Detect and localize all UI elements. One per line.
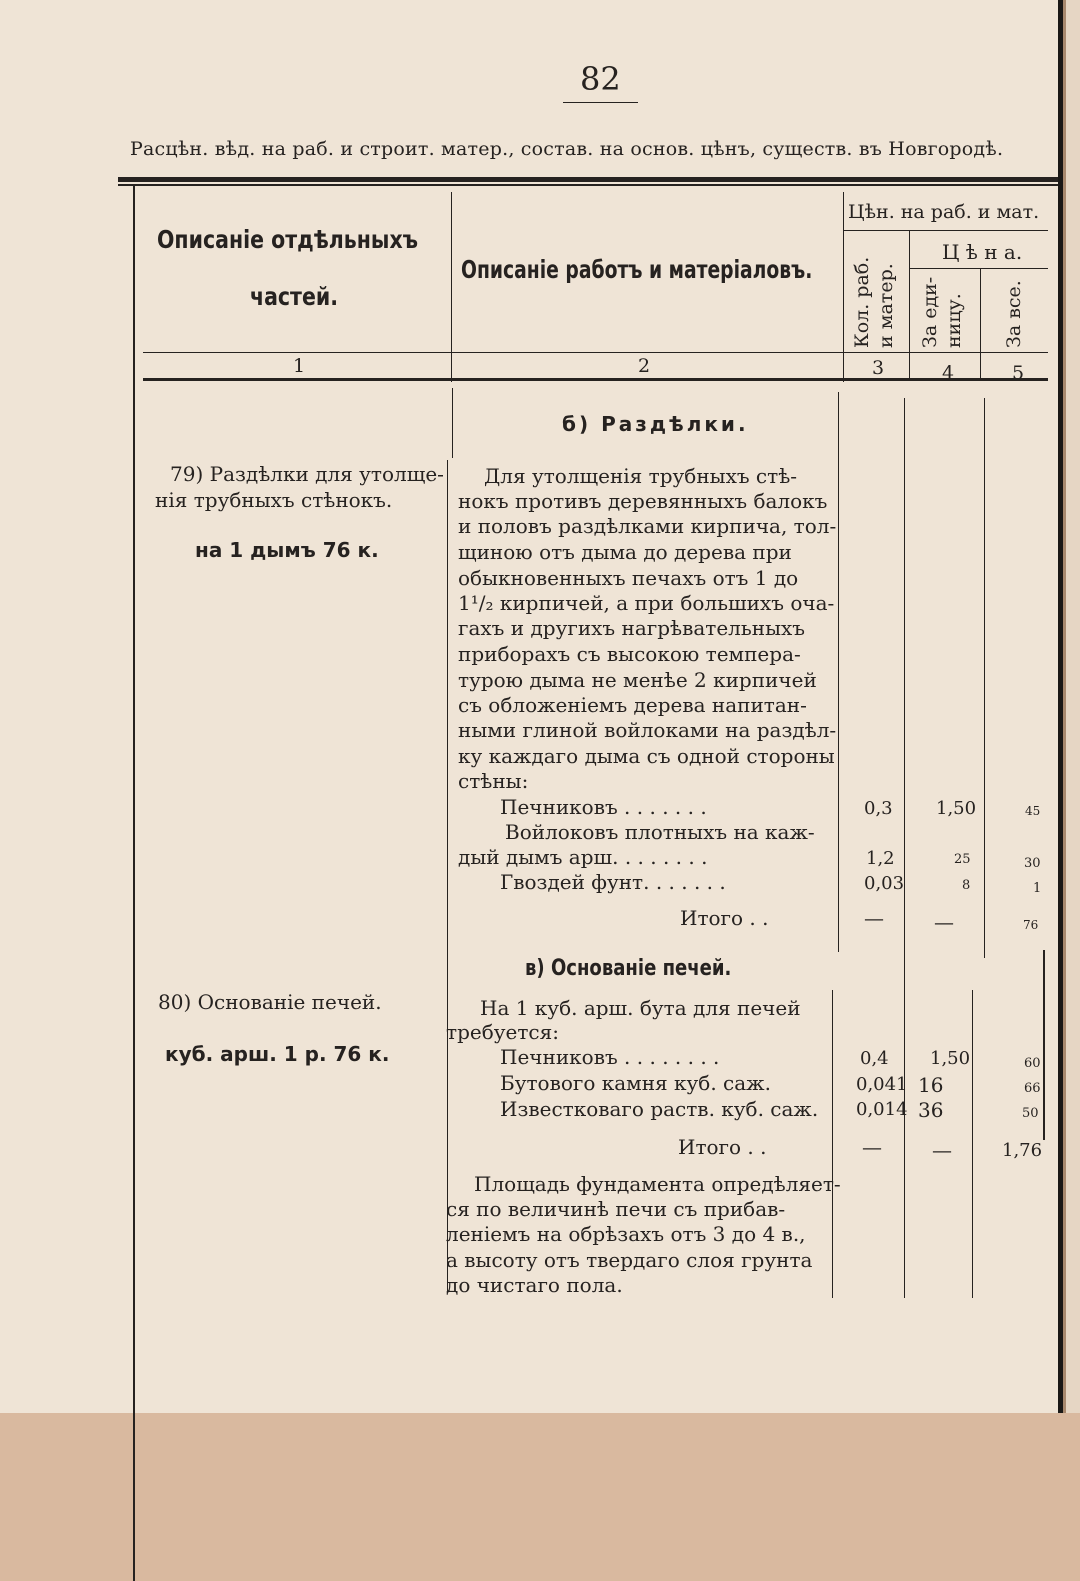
- item-80-intro-line2: требуется:: [446, 1020, 559, 1044]
- col-number-2: 2: [638, 355, 651, 377]
- item-80-intro-line1: На 1 куб. арш. бута для печей: [480, 996, 801, 1020]
- book-binding-edge: [1058, 0, 1080, 1413]
- col4-header: За еди- ницу.: [919, 276, 965, 348]
- col-number-5: 5: [1012, 362, 1025, 384]
- book-page: 82 Расцѣн. вѣд. на раб. и строит. матер., состав. на основ. цѣнъ, существ. въ Новгородѣ. Описаніе отдѣльныхъ частей. Описаніе работъ и матеріаловъ. Цѣн. на раб. и мат. Ц ѣ н а. Кол. раб. и матер. За еди- ницу. За все. 1 2 3 4 5 б) Раздѣлки. 79) Раздѣлки для утолще- нія трубныхъ стѣнокъ. на 1 дымъ 76 к. Для утолщенія трубныхъ стѣ- нокъ противъ деревянныхъ балокъ и половъ раздѣлками кирпича, тол- щиною отъ дыма до дерева при обыкновенныхъ печахъ отъ 1 до 1¹/₂ кирпичей, а при большихъ оча- гахъ и другихъ нагрѣвательныхъ приборахъ съ высокою темпера- турою дыма не менѣе 2 кирпичей съ обложеніемъ дерева напитан- ными глиной войлоками на раздѣл- ку каждаго дыма съ одной стороны стѣны: Печниковъ . . . . . . . 0,3 1,50 45 Войлоковъ плотныхъ на каж- дый дымъ арш. . . . . . . . 1,2 25 30 Гвоздей фунт. . . . . . . 0,03 8 1 Итого . . — — 76 в) Основаніе печей. 80) Основаніе печей. куб. арш. 1 р. 76 к. На 1 куб. арш. бута для печей требуется: Печниковъ . . . . . . . . 0,4 1,50 60 Бутового камня куб. саж. 0,041 16 66 Известковаго раств. куб. саж. 0,014 36 50 Итого . . — — 1,76 Площадь фундамента опредѣляет- ся по величинѣ печи съ прибав- леніемъ на обрѣзахъ отъ 3 до 4 в., а высоту отъ твердаго слоя грунта до чистаго пола.: [0, 0, 1058, 1413]
- col3-header: Кол. раб. и матер.: [851, 256, 897, 348]
- col5-header: За все.: [1003, 280, 1025, 348]
- col-number-1: 1: [293, 355, 306, 377]
- table-top-rule: [118, 177, 1058, 182]
- page-number: 82: [580, 60, 621, 98]
- running-head: Расцѣн. вѣд. на раб. и строит. матер., состав. на основ. цѣнъ, существ. въ Новгородѣ.: [130, 138, 1004, 160]
- price-group-header: Цѣн. на раб. и мат.: [848, 201, 1040, 223]
- header-bottom-rule: [143, 378, 1048, 381]
- col2-header: Описаніе работъ и матеріаловъ.: [461, 255, 813, 284]
- price-subheader: Ц ѣ н а.: [942, 240, 1023, 264]
- col1-header-line2: частей.: [250, 282, 338, 311]
- item-79-price: на 1 дымъ 76 к.: [195, 538, 379, 562]
- item-79-title-line2: нія трубныхъ стѣнокъ.: [155, 488, 393, 512]
- section-b-heading: б) Раздѣлки.: [562, 412, 749, 436]
- item-79-title-line1: 79) Раздѣлки для утолще-: [170, 462, 444, 486]
- col-number-3: 3: [872, 357, 885, 379]
- section-v-heading: в) Основаніе печей.: [525, 956, 732, 981]
- col1-header-line1: Описаніе отдѣльныхъ: [157, 225, 419, 254]
- col-number-4: 4: [942, 362, 955, 384]
- page-number-rule: [563, 102, 638, 103]
- item-80-price: куб. арш. 1 р. 76 к.: [165, 1042, 390, 1066]
- item-80-title: 80) Основаніе печей.: [158, 990, 382, 1014]
